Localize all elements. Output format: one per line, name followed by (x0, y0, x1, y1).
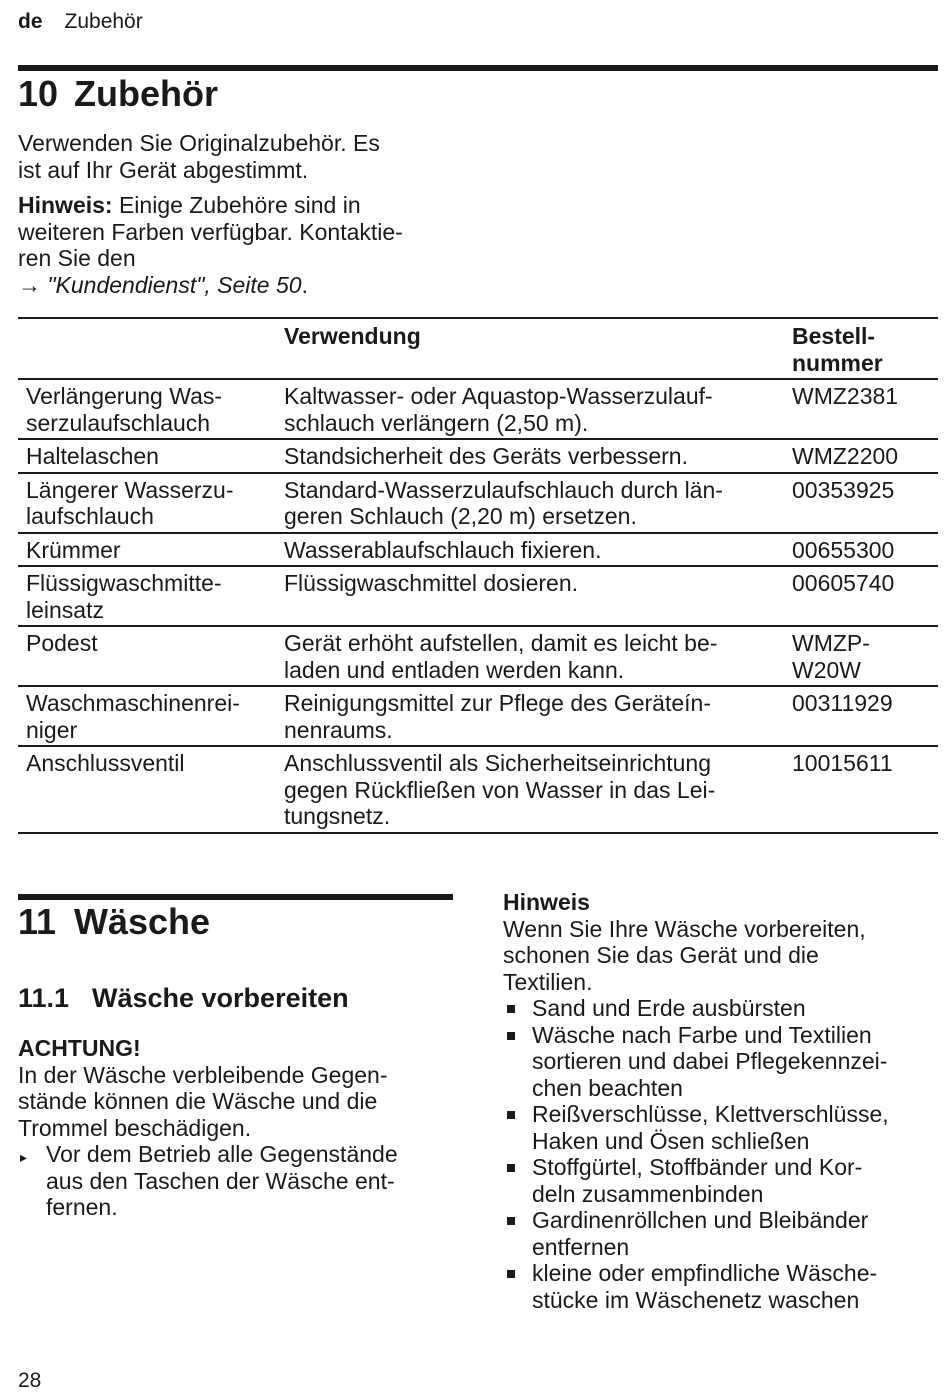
arrow-icon: → (18, 271, 41, 298)
table-row (18, 686, 938, 746)
accessories-table (18, 317, 938, 834)
cell-order-number: 10015611 (784, 746, 938, 833)
cell-usage: Standard-Wasserzulaufschlauch durch län- geren Schlauch (2,20 m) ersetzen. (276, 473, 784, 533)
header-cell-usage: Verwendung (276, 318, 784, 379)
cell-usage: Standsicherheit des Geräts verbessern. (276, 439, 784, 473)
hint-block (503, 889, 866, 995)
table-row (18, 379, 938, 439)
note-label: Hinweis: (18, 192, 113, 218)
list-item: Gardinenröllchen und Bleibänder entfernen (503, 1207, 943, 1260)
list-item: Reißverschlüsse, Klettverschlüsse, Haken und Ösen schließen (503, 1101, 943, 1154)
cell-accessory-name: Längerer Wasserzu- laufschlauch (18, 473, 276, 533)
cell-accessory-name: Verlängerung Was- serzulaufschlauch (18, 379, 276, 439)
table-row (18, 566, 938, 626)
cell-order-number: WMZ2200 (784, 439, 938, 473)
warning-block (18, 1035, 388, 1141)
intro-text: Verwenden Sie Originalzubehör. Es ist auf Ihr Gerät abgestimmt. (18, 130, 380, 183)
instruction-step: ▸ Vor dem Betrieb alle Gegenstände aus den Taschen der Wäsche ent- fernen. (20, 1141, 398, 1220)
running-header (18, 9, 143, 35)
cell-usage: Anschlussventil als Sicherheitseinrichtung gegen Rückfließen von Wasser in das Lei- tungsnetz. (276, 746, 784, 833)
preparation-list (503, 995, 943, 1313)
cell-usage: Reinigungsmittel zur Pflege des Geräteín- nenraums. (276, 686, 784, 746)
bullet-square-icon (507, 1111, 515, 1119)
section-11-title: 11 Wäsche (18, 901, 211, 942)
cell-usage: Wasserablaufschlauch fixieren. (276, 533, 784, 567)
header-section: Zubehör (64, 10, 143, 33)
language-code: de (18, 10, 43, 33)
cell-accessory-name: Anschlussventil (18, 746, 276, 833)
bullet-square-icon (507, 1270, 515, 1278)
hint-text: Wenn Sie Ihre Wäsche vorbereiten, schonen Sie das Gerät und die Textilien. (503, 915, 866, 995)
header-cell-order-number: Bestell- nummer (784, 318, 938, 379)
table-row (18, 439, 938, 473)
cell-order-number: WMZ2381 (784, 379, 938, 439)
table-row (18, 626, 938, 686)
cell-order-number: 00311929 (784, 686, 938, 746)
step-arrow-icon: ▸ (20, 1149, 28, 1165)
table-row (18, 746, 938, 833)
cell-order-number: 00353925 (784, 473, 938, 533)
cell-accessory-name: Krümmer (18, 533, 276, 567)
list-item: kleine oder empfindliche Wäsche- stücke im Wäschenetz waschen (503, 1260, 943, 1313)
cell-accessory-name: Waschmaschinenrei- niger (18, 686, 276, 746)
hint-label: Hinweis (503, 889, 590, 915)
bullet-square-icon (507, 1164, 515, 1172)
table-body (18, 379, 938, 833)
cell-accessory-name: Haltelaschen (18, 439, 276, 473)
table-row (18, 473, 938, 533)
list-item: Sand und Erde ausbürsten (503, 995, 943, 1022)
cell-accessory-name: Flüssigwaschmitte- leinsatz (18, 566, 276, 626)
cell-usage: Kaltwasser- oder Aquastop-Wasserzulauf- schlauch verlängern (2,50 m). (276, 379, 784, 439)
warning-text: In der Wäsche verbleibende Gegen- stände können die Wäsche und die Trommel beschädigen. (18, 1061, 388, 1141)
kundendienst-link[interactable]: "Kundendienst", Seite 50 (41, 271, 302, 298)
section-10-title: 10 Zubehör (18, 73, 218, 114)
table-header-row (18, 318, 938, 379)
header-cell-name (18, 318, 276, 379)
subsection-title: 11.1 Wäsche vorbereiten (18, 983, 349, 1013)
bullet-square-icon (507, 1217, 515, 1225)
bullet-square-icon (507, 1005, 515, 1013)
cell-order-number: 00655300 (784, 533, 938, 567)
note-text: Hinweis: Einige Zubehöre sind in weiteren Farben verfügbar. Kontaktie- ren Sie den → "Kundendienst", Seite 50. (18, 192, 403, 298)
list-item: Wäsche nach Farbe und Textilien sortieren und dabei Pflegekennzei- chen beachten (503, 1022, 943, 1102)
cell-usage: Gerät erhöht aufstellen, damit es leicht be- laden und entladen werden kann. (276, 626, 784, 686)
cell-order-number: 00605740 (784, 566, 938, 626)
table-row (18, 533, 938, 567)
warning-label: ACHTUNG! (18, 1035, 141, 1061)
cell-usage: Flüssigwaschmittel dosieren. (276, 566, 784, 626)
section-rule (18, 65, 938, 71)
page-number: 28 (18, 1369, 42, 1392)
bullet-square-icon (507, 1032, 515, 1040)
cell-accessory-name: Podest (18, 626, 276, 686)
cell-order-number: WMZP- W20W (784, 626, 938, 686)
section-rule (18, 894, 453, 900)
list-item: Stoffgürtel, Stoffbänder und Kor- deln zusammenbinden (503, 1154, 943, 1207)
